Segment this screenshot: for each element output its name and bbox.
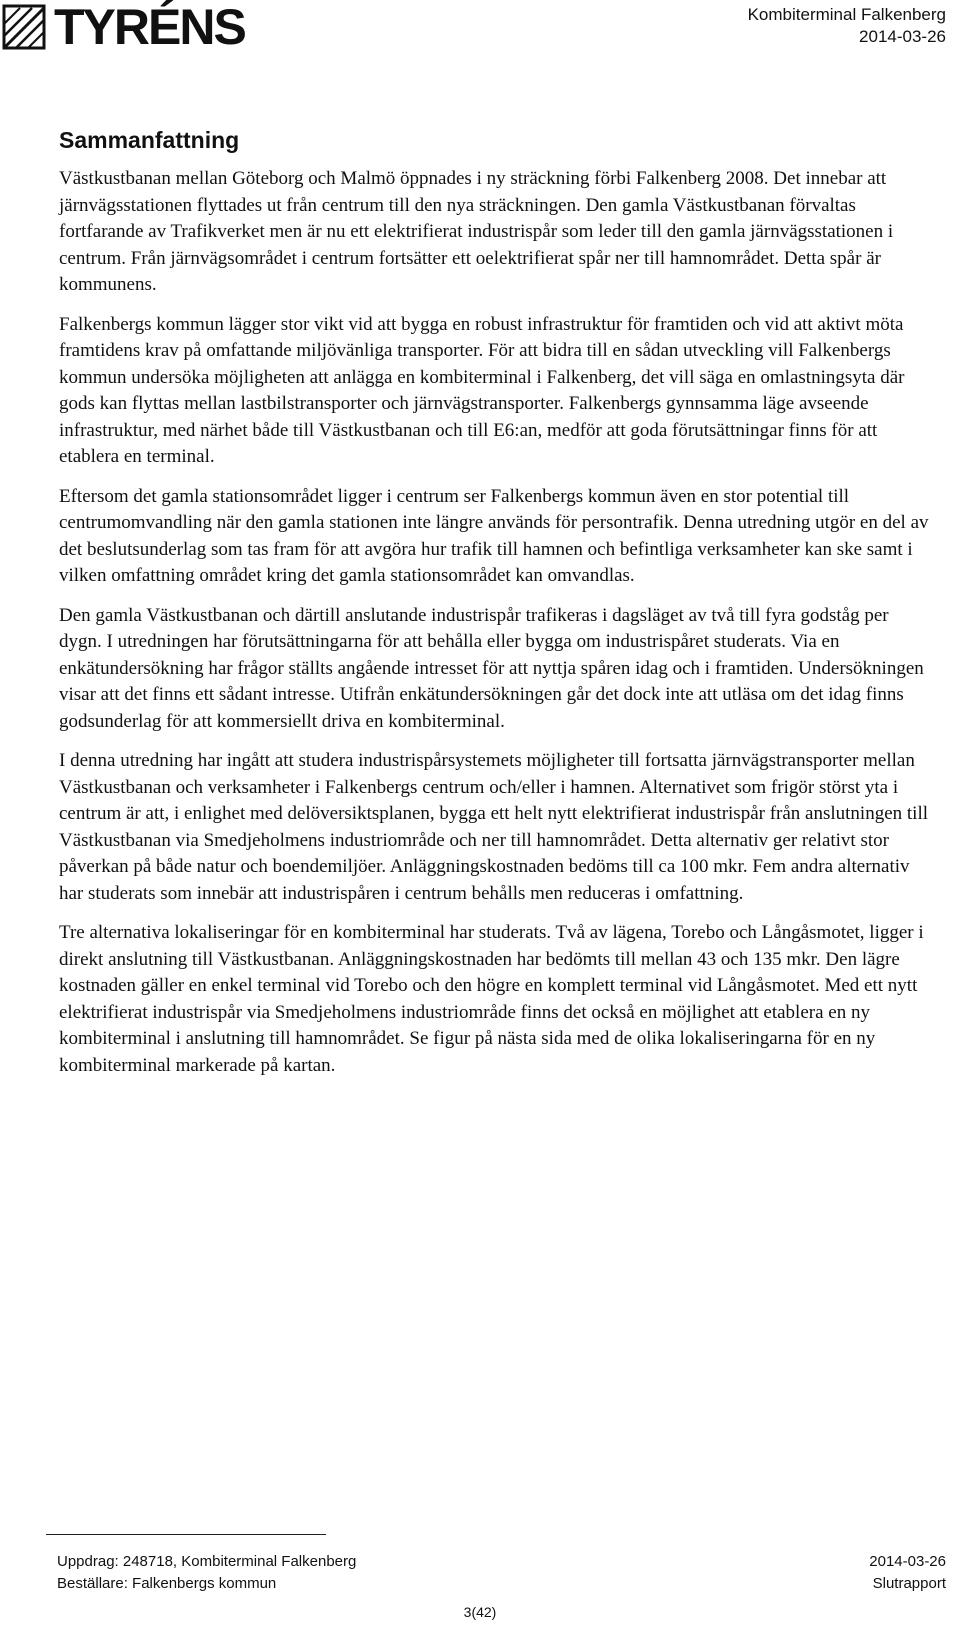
page-footer bbox=[57, 1551, 946, 1595]
paragraph: Falkenbergs kommun lägger stor vikt vid att bygga en robust infrastruktur för framtiden och vid att aktivt möta framtidens krav på omfattande miljövänliga transporter. För att bidra till en sådan utveckling vill Falkenbergs kommun undersöka möjligheten att anlägga en kombiterminal i Falkenberg, det vill säga en omlastningsyta där gods kan flyttas mellan lastbilstransporter och järnvägstransporter. Falkenbergs gynnsamma läge avseende infrastruktur, med närhet både till Västkustbanan och till E6:an, medför att goda förutsättningar finns för att etablera en terminal. bbox=[59, 313, 905, 467]
document-date: 2014-03-26 bbox=[859, 27, 946, 46]
footer-divider bbox=[46, 1534, 326, 1535]
page-number: 3(42) bbox=[463, 1604, 497, 1620]
document-header bbox=[748, 4, 946, 48]
footer-date: 2014-03-26 bbox=[869, 1553, 946, 1570]
paragraph: Den gamla Västkustbanan och därtill anslutande industrispår trafikeras i dagsläget av två till fyra godståg per dygn. I utredningen har förutsättningarna för att behålla eller bygga om industrispåret studerats. Via en enkätundersökning har frågor ställts angående intresset för att nyttja spåren idag och i framtiden. Undersökningen visar att det finns ett sådant intresse. Utifrån enkätundersökningen går det dock inte att utläsa om det idag finns godsunderlag för att kommersiellt driva en kombiterminal. bbox=[59, 604, 924, 732]
section-title: Sammanfattning bbox=[59, 127, 240, 153]
tyrens-logo-icon bbox=[2, 4, 46, 50]
footer-client: Beställare: Falkenbergs kommun bbox=[57, 1575, 277, 1592]
paragraph: Västkustbanan mellan Göteborg och Malmö öppnades i ny sträckning förbi Falkenberg 2008. Det innebar att järnvägsstationen flyttades ut från centrum till den nya sträckningen. Den gamla Västkustbanan förvaltas fortfarande av Trafikverket men är nu ett elektrifierat industrispår som leder till den gamla järnvägsstationen i centrum. Från järnvägsområdet i centrum fortsätter ett oelektrifierat spår ner till hamnområdet. Detta spår är kommunens. bbox=[59, 168, 894, 295]
footer-assignment: Uppdrag: 248718, Kombiterminal Falkenberg bbox=[57, 1553, 357, 1570]
document-title: Kombiterminal Falkenberg bbox=[747, 5, 946, 24]
paragraph: Eftersom det gamla stationsområdet ligger i centrum ser Falkenbergs kommun även en stor potential till centrumomvandling när den gamla stationen inte längre används för persontrafik. Denna utredning utgör en del av det beslutsunderlag som tas fram för att avgöra hur trafik till hamnen och befintliga verksamheter kan ske samt i vilken omfattning området kring det gamla stationsområdet kan omvandlas. bbox=[59, 485, 929, 586]
logo-text: TYRÉNS bbox=[54, 0, 245, 55]
paragraph: I denna utredning har ingått att studera industrispårsystemets möjligheter till fortsatta järnvägstransporter mellan Västkustbanan och verksamheter i Falkenbergs centrum och/eller i hamnen. Alternativet som frigör störst yta i centrum är att, i enlighet med delöversiktsplanen, bygga ett helt nytt elektrifierat industrispår från anslutningen till Västkustbanan via Smedjeholmens industriområde och ner till hamnområdet. Detta alternativ ger relativt stor påverkan på både natur och boendemiljöer. Anläggningskostnaden bedöms till ca 100 mkr. Fem andra alternativ har studerats som innebär att industrispåren i centrum behålls men reduceras i omfattning. bbox=[59, 750, 928, 904]
main-content bbox=[59, 126, 935, 1092]
paragraph: Tre alternativa lokaliseringar för en kombiterminal har studerats. Två av lägena, Torebo och Långåsmotet, ligger i direkt anslutning till Västkustbanan. Anläggningskostnaden har bedömts till mellan 43 och 135 mkr. Den lägre kostnaden gäller en enkel terminal vid Torebo och den högre en komplett terminal vid Långåsmotet. Med ett nytt elektrifierat industrispår via Smedjeholmens industriområde finns det också en möjlighet att etablera en ny kombiterminal i anslutning till hamnområdet. Se figur på nästa sida med de olika lokaliseringarna för en ny kombiterminal markerade på kartan. bbox=[59, 922, 924, 1076]
footer-status: Slutrapport bbox=[872, 1575, 946, 1592]
company-logo bbox=[2, 0, 245, 55]
